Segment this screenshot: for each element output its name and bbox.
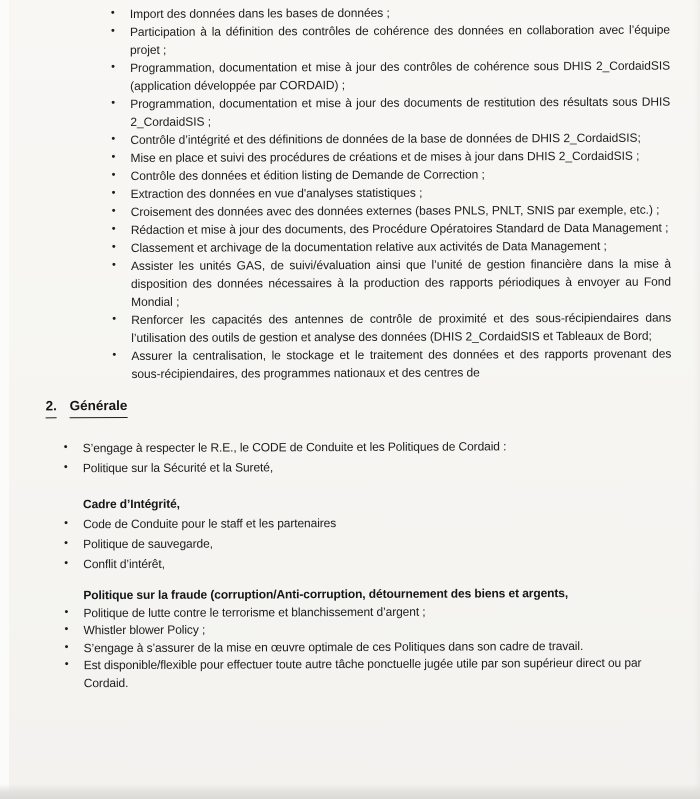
bullet-icon: •: [63, 441, 68, 454]
general-section: [63, 436, 677, 693]
list-item: [112, 309, 672, 347]
list-item: [111, 93, 671, 131]
bullet-icon: •: [111, 61, 115, 74]
list-item: [64, 532, 676, 555]
list-item-text: Classement et archivage de la documentation relative aux activités de Data Management ;: [130, 238, 607, 255]
list-item-text: S’engage à respecter le R.E., le CODE de Conduite et les Politiques de Cordaid :: [82, 439, 507, 456]
list-item-text: Mise en place et suivi des procédures de créations et de mises à jour dans DHIS 2_CordaidSIS ;: [130, 148, 640, 165]
fraud-policy-heading: Politique sur la fraude (corruption/Anti-corruption, détournement des biens et argents,: [83, 586, 569, 603]
list-item: [111, 255, 672, 311]
bullet-icon: •: [111, 133, 116, 146]
list-item: [63, 456, 676, 479]
list-item: [111, 147, 670, 167]
bullet-icon: •: [111, 97, 116, 110]
list-item-text: Contrôle d’intégrité et des définitions de données de la base de données de DHIS 2_CordaidSIS;: [130, 130, 641, 147]
list-item: [110, 3, 670, 23]
list-item: [111, 219, 671, 239]
bullet-icon: •: [110, 25, 115, 38]
list-item: [111, 183, 671, 203]
bullet-icon: •: [64, 605, 69, 618]
list-item: [111, 57, 671, 95]
bullet-icon: •: [111, 187, 116, 200]
fraud-policy-list: [64, 602, 676, 692]
bullet-icon: •: [111, 205, 116, 218]
integrity-list: [64, 512, 676, 575]
list-item-text: Assurer la centralisation, le stockage et le traitement des données et des rapports provenant des sous-récipiendaires, des programmes nationaux et des centres de: [131, 346, 672, 381]
section-title: Générale: [70, 396, 128, 418]
bullet-icon: •: [64, 623, 69, 636]
bullet-icon: •: [111, 241, 116, 254]
bullet-icon: •: [111, 259, 116, 272]
list-item: [111, 129, 670, 149]
scan-bottom-shadow: [0, 784, 700, 799]
section-heading-generale: [46, 393, 700, 418]
list-item-text: Programmation, documentation et mise à jour des contrôles de cohérence sous DHIS 2_CordaidSIS (application développée par CORDAID) ;: [130, 58, 671, 93]
list-item-text: Rédaction et mise à jour des documents, des Procédure Opératoires Standard de Data Management ;: [130, 220, 669, 237]
list-item: [110, 21, 670, 59]
list-item-text: Contrôle des données et édition listing de Demande de Correction ;: [130, 167, 485, 183]
bullet-icon: •: [64, 658, 69, 671]
section-number: 2.: [46, 396, 57, 418]
list-item: [64, 552, 676, 575]
list-item-text: Renforcer les capacités des antennes de contrôle de proximité et des sous-récipiendaires dans l’utilisation des outils de gestion et analyse des données (DHIS 2_CordaidSIS et Tableaux de Bord;: [131, 310, 672, 345]
integrity-heading: Cadre d’Intégrité,: [82, 496, 180, 512]
list-item: [63, 436, 676, 459]
list-item-text: Politique de lutte contre le terrorisme et blanchissement d’argent ;: [83, 604, 426, 620]
responsibilities-list: [110, 3, 672, 383]
fraud-policy-group: [64, 585, 676, 693]
bullet-icon: •: [64, 557, 69, 570]
list-item-text: Extraction des données en vue d'analyses statistiques ;: [130, 185, 423, 201]
bullet-icon: •: [64, 537, 68, 550]
bullet-icon: •: [110, 7, 115, 20]
bullet-icon: •: [111, 223, 116, 236]
list-item: [64, 655, 677, 693]
list-item-text: S’engage à s’assurer de la mise en œuvre optimale de ces Politiques dans son cadre de travail.: [83, 638, 584, 655]
bullet-icon: •: [111, 169, 116, 182]
list-item: [111, 201, 671, 221]
list-item-text: Croisement des données avec des données externes (bases PNLS, PNLT, SNIS par exemple, etc.) ;: [130, 202, 660, 219]
list-item-text: Assister les unités GAS, de suivi/évaluation ainsi que l’unité de gestion financière dans la mise à disposition des données nécessaires à la production des rapports périodiques à envoyer au Fond Mondial ;: [130, 256, 672, 309]
bullet-icon: •: [64, 517, 68, 530]
list-item: [112, 345, 672, 383]
general-intro-list: [63, 436, 676, 479]
list-item: [111, 165, 671, 185]
integrity-group: [64, 492, 676, 575]
bullet-icon: •: [111, 151, 116, 164]
list-item-text: Code de Conduite pour le staff et les partenaires: [83, 516, 337, 532]
list-item-text: Import des données dans les bases de données ;: [129, 5, 390, 21]
list-item-text: Programmation, documentation et mise à jour des documents de restitution des résultats sous DHIS 2_CordaidSIS ;: [130, 94, 671, 129]
bullet-icon: •: [63, 461, 68, 474]
list-item: [111, 237, 671, 257]
bullet-icon: •: [112, 349, 117, 362]
list-item-text: Politique de sauvegarde,: [83, 536, 213, 552]
list-item: [64, 512, 676, 535]
list-item-text: Conflit d’intérêt,: [83, 556, 165, 572]
bullet-icon: •: [112, 313, 117, 326]
list-item-text: Politique sur la Sécurité et la Sureté,: [82, 460, 274, 476]
bullet-icon: •: [64, 640, 69, 653]
list-item-text: Est disponible/flexible pour effectuer toute autre tâche ponctuelle jugée utile par son supérieur direct ou par Cordaid.: [83, 655, 642, 690]
list-item-text: Participation à la définition des contrôles de cohérence des données en collaboration avec l’équipe projet ;: [129, 22, 670, 57]
list-item-text: Whistler blower Policy ;: [83, 622, 206, 638]
